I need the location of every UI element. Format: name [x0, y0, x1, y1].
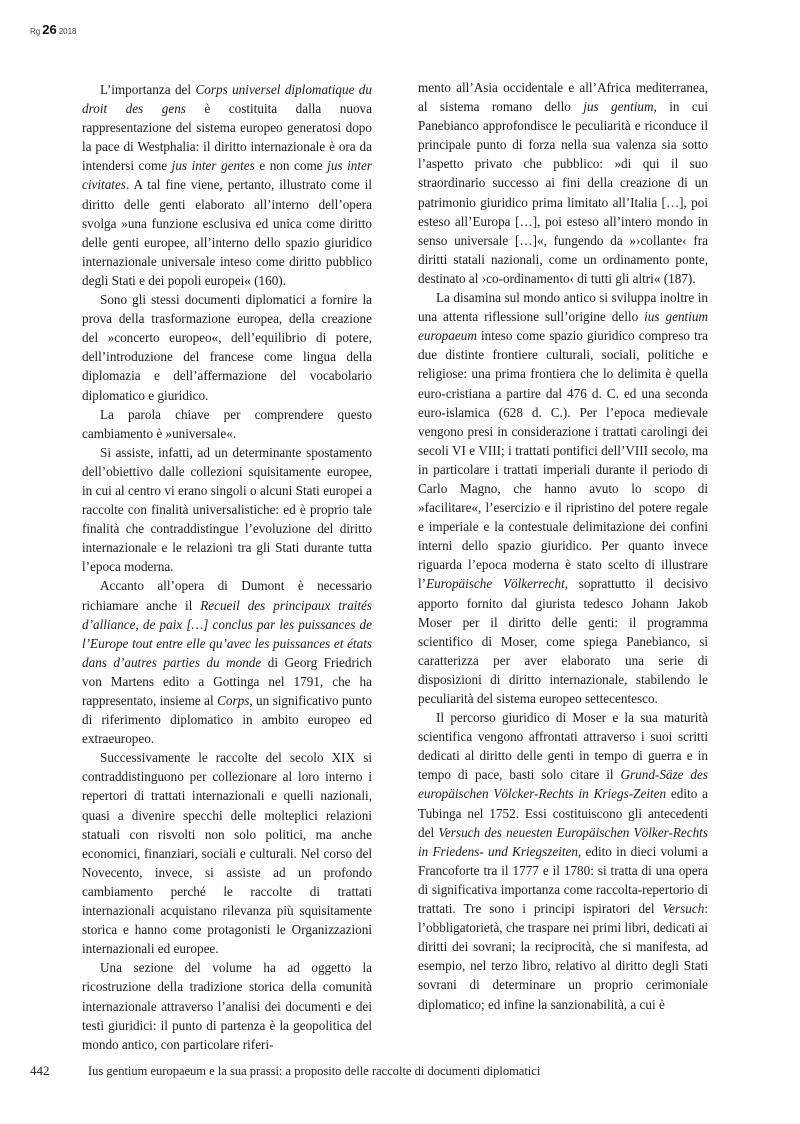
italic-title: jus inter civitates: [82, 158, 373, 193]
paragraph: La disamina sul mondo antico si sviluppa inoltre in una attenta riflessione sull’origine dello ius gentium europaeum inteso come spazio giuridico compreso tra due distinte frontiere culturali, sociali, politiche e religiose: una prima frontiera che lo delimita è quella euro-cristiana a partire dal 476 d. C. ed una seconda euro-islamica (628 d. C.). Per l’epoca medievale vengono presi in considerazione i trattati carolingi dei secoli VI e VIII; i trattati pontifici dell’VIII secolo, ma in particolare i trattati imperiali durante il periodo di Carlo Magno, che hanno avuto lo scopo di »facilitare«, l’esercizio e il ripristino del potere regale e imperiale e la contestuale delimitazione dei confini interni dello spazio giuridico. Per quanto invece riguarda l’epoca moderna è stato scelto di illustrare l’Europäische Völkerrecht, soprattutto il decisivo apporto fornito dal giurista tedesco Johann Jakob Moser per il diritto delle genti: il programma scientifico di Moser, come spiega Panebianco, si caratterizza per aver elaborato una serie di disposizioni di diritto internazionale, stabilendo le peculiarità del sistema europeo settecentesco.: [418, 290, 708, 706]
paragraph: Accanto all’opera di Dumont è necessario richiamare anche il Recueil des principaux traités d’alliance, de paix […] conclus par les puissances de l’Europe tout entre elle qu’avec les puissances et états dans d’autres parties du monde di Georg Friedrich von Martens edito a Gottinga nel 1791, che ha rappresentato, insieme al Corps, un significativo punto di riferimento diplomatico in ambito europeo ed extraeuropeo.: [82, 578, 372, 747]
italic-title: jus inter gentes: [171, 158, 255, 174]
running-title: Ius gentium europaeum e la sua prassi: a proposito delle raccolte di documenti diplomatici: [88, 1064, 541, 1078]
italic-title: jus gentium: [583, 99, 654, 115]
italic-title: Versuch: [662, 901, 705, 917]
paragraph: L’importanza del Corps universel diplomatique du droit des gens è costituita dalla nuova rappresentazione del sistema europeo generatosi dopo la pace di Westphalia: il diritto internazionale è ora da intendersi come jus inter gentes e non come jus inter civitates. A tal fine viene, pertanto, illustrato come il diritto delle genti elaborato all’interno dell’opera svolga »una funzione esclusiva ed unica come diritto delle genti europee, all’interno dello spazio giuridico internazionale universale inteso come diritto pubblico degli Stati e dei popoli europei« (160).: [82, 82, 373, 288]
paragraph: Successivamente le raccolte del secolo XIX si contraddistinguono per collezionare al loro interno i repertori di trattati internazionali e quelli nazionali, quasi a divenire specchi delle molteplici relazioni statuali con risvolti non solo politici, ma anche economici, finanziari, sociali e culturali. Nel corso del Novecento, invece, si assiste ad un profondo cambiamento perché le raccolte di trattati internazionali acquistano rilevanza più squisitamente storica e hanno come protagonisti le Organizzazioni internazionali ed europee.: [82, 750, 372, 957]
right-column: [418, 78, 708, 1014]
italic-title: Grund-Säze des europäischen Völcker-Rechts in Kriegs-Zeiten: [418, 767, 708, 802]
header-prefix: Rg: [30, 27, 41, 36]
italic-title: Versuch des neuesten Europäischen Völker-Rechts in Friedens- und Kriegszeiten: [418, 824, 708, 859]
paragraph: Si assiste, infatti, ad un determinante spostamento dell’obiettivo dalle collezioni squisitamente europee, in cui al centro vi erano singoli o alcuni Stati europei a raccolte con finalità universalistiche: ed è proprio tale finalità che contraddistingue l’evoluzione del diritto internazionale e le relazioni tra gli Stati durante tutta l’epoca moderna.: [82, 444, 372, 575]
page-number: 442: [30, 1063, 50, 1078]
italic-title: ius gentium europaeum: [418, 309, 708, 344]
italic-title: Corps: [217, 693, 250, 708]
italic-title: Recueil des principaux traités d’alliance, de paix […] conclus par les puissances de l’Europe tout entre elle qu’avec les puissances et états dans d’autres parties du monde: [82, 597, 372, 670]
paragraph: Il percorso giuridico di Moser e la sua maturità scientifica vengono affrontati attraverso i suoi scritti dedicati al diritto delle genti in tempo di guerra e in tempo di pace, basti solo citare il Grund-Säze des europäischen Völcker-Rechts in Kriegs-Zeiten edito a Tubinga nel 1752. Essi costituiscono gli antecedenti del Versuch des neuesten Europäischen Völker-Rechts in Friedens- und Kriegszeiten, edito in dieci volumi a Francoforte tra il 1777 e il 1780: si tratta di una opera di significativa importanza come raccolta-repertorio di trattati. Tre sono i principi ispiratori del Versuch: l’obbligatorietà, che traspare nei primi libri, dedicati ai diritti dei sovrani; la reciprocità, che si manifesta, ad esempio, nel terzo libro, relativo al diritto degli Stati sovrani di determinare un proprio cerimoniale diplomatico; ed infine la sanzionabilità, a cui è: [418, 710, 708, 1012]
italic-title: Corps universel diplomatique du droit des gens: [82, 82, 372, 117]
left-column: [82, 80, 372, 1054]
paragraph: La parola chiave per comprendere questo cambiamento è »universale«.: [82, 406, 372, 441]
running-header: [30, 22, 77, 37]
italic-title: Europäische Völkerrecht: [426, 576, 565, 592]
header-year: 2018: [58, 27, 77, 36]
header-issue-number: 26: [42, 22, 57, 37]
paragraph: mento all’Asia occidentale e all’Africa mediterranea, al sistema romano dello jus gentium, in cui Panebianco approfondisce le peculiarità e riconduce il principale punto di forza nella sua valenza sia sotto l’aspetto privato che pubblico: »di qui il suo straordinario successo ai fini della creazione di un patrimonio giuridico prima limitato all’Italia […], poi esteso all’Europa […], poi esteso all’intero mondo in senso universale […]«, fungendo da »›collante‹ fra diritti statali nazionali, come un ordinamento ponte, destinato al ›co-ordinamento‹ di tutti gli altri« (187).: [418, 80, 708, 286]
paragraph: Una sezione del volume ha ad oggetto la ricostruzione della tradizione storica della comunità internazionale attraverso l’analisi dei documenti e dei testi giuridici: il punto di partenza è la geopolitica del mondo antico, con particolare riferi-: [82, 960, 372, 1052]
page-footer: [30, 1063, 770, 1079]
paragraph: Sono gli stessi documenti diplomatici a fornire la prova della trasformazione europea, della creazione del »concerto europeo«, dell’equilibrio di potere, dell’introduzione del francese come lingua della diplomazia e dell’affermazione del vocabolario diplomatico e giuridico.: [82, 292, 372, 403]
